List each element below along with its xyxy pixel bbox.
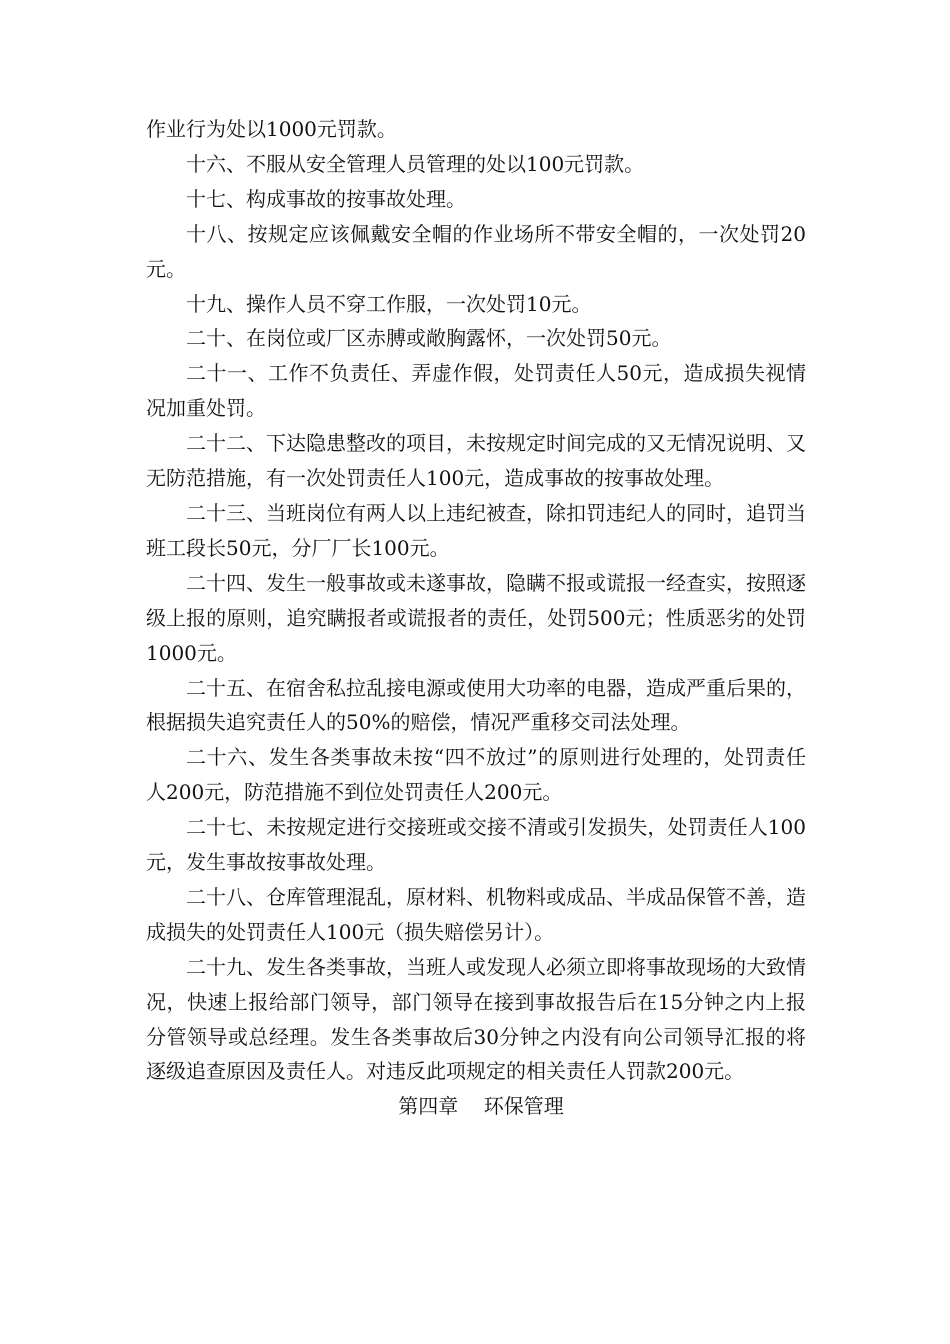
paragraph-item-18: 十八、按规定应该佩戴安全帽的作业场所不带安全帽的，一次处罚20元。: [146, 221, 806, 281]
paragraph-item-28: 二十八、仓库管理混乱，原材料、机物料或成品、半成品保管不善，造成损失的处罚责任人100元（损失赔偿另计）。: [146, 884, 806, 944]
chapter-heading: 第四章 环保管理: [398, 1094, 564, 1119]
paragraph-item-20: 二十、在岗位或厂区赤膊或敞胸露怀，一次处罚50元。: [186, 326, 672, 351]
paragraph-item-27: 二十七、未按规定进行交接班或交接不清或引发损失，处罚责任人100元，发生事故按事故处理。: [146, 815, 806, 875]
paragraph-item-16: 十六、不服从安全管理人员管理的处以100元罚款。: [186, 151, 645, 176]
paragraph-item-19: 十九、操作人员不穿工作服，一次处罚10元。: [186, 291, 592, 316]
paragraph-item-17: 十七、构成事故的按事故处理。: [186, 186, 466, 211]
paragraph-item-26: 二十六、发生各类事故未按“四不放过”的原则进行处理的，处罚责任人200元，防范措施不到位处罚责任人200元。: [146, 745, 806, 805]
paragraph-item-25: 二十五、在宿舍私拉乱接电源或使用大功率的电器，造成严重后果的，根据损失追究责任人的50%的赔偿，情况严重移交司法处理。: [146, 675, 806, 735]
paragraph-item-21: 二十一、工作不负责任、弄虚作假，处罚责任人50元，造成损失视情况加重处罚。: [146, 361, 806, 421]
paragraph-item-23: 二十三、当班岗位有两人以上违纪被查，除扣罚违纪人的同时，追罚当班工段长50元，分厂厂长100元。: [146, 500, 806, 560]
paragraph-continuation: 作业行为处以1000元罚款。: [146, 117, 397, 141]
paragraph-item-29: 二十九、发生各类事故，当班人或发现人必须立即将事故现场的大致情况，快速上报给部门领导，部门领导在接到事故报告后在15分钟之内上报分管领导或总经理。发生各类事故后30分钟之内没有向公司领导汇报的将逐级追查原因及责任人。对违反此项规定的相关责任人罚款200元。: [146, 954, 806, 1084]
paragraph-item-22: 二十二、下达隐患整改的项目，未按规定时间完成的又无情况说明、又无防范措施，有一次处罚责任人100元，造成事故的按事故处理。: [146, 431, 806, 491]
document-page: [146, 112, 806, 1124]
paragraph-item-24: 二十四、发生一般事故或未遂事故，隐瞒不报或谎报一经查实，按照逐级上报的原则，追究瞒报者或谎报者的责任，处罚500元；性质恶劣的处罚1000元。: [146, 570, 806, 665]
